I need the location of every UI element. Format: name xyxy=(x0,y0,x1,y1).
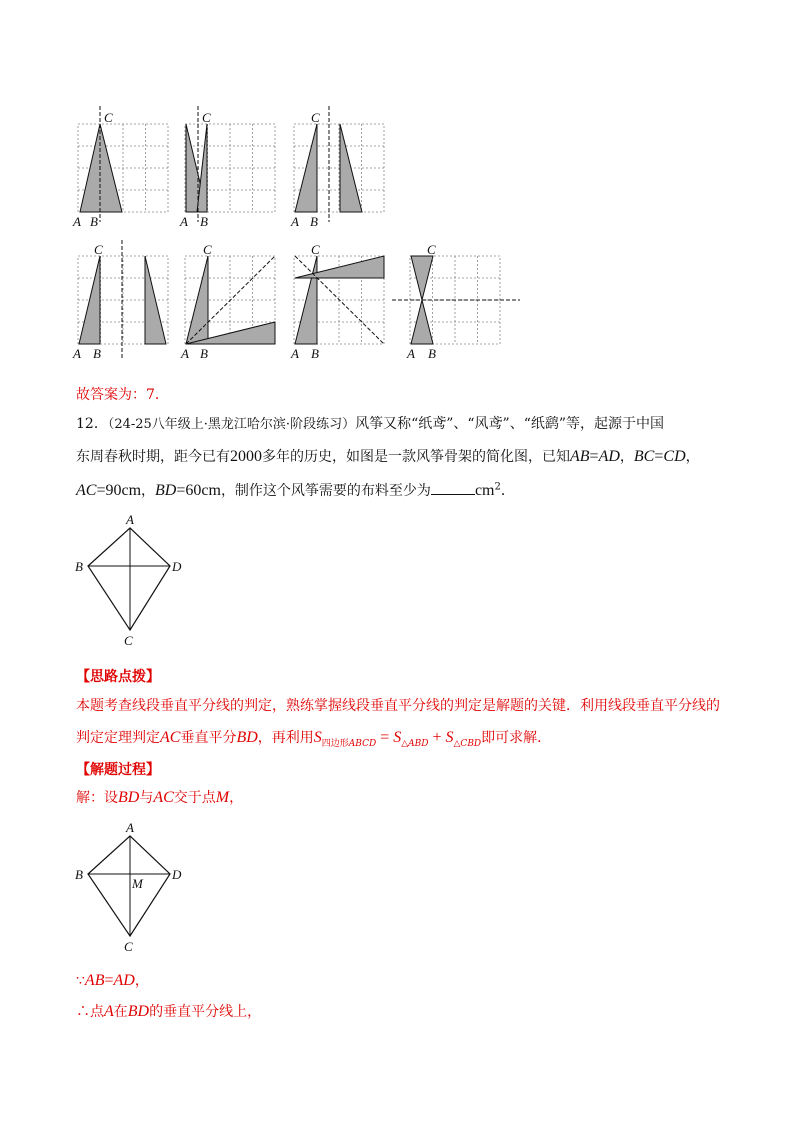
svg-text:B: B xyxy=(75,867,83,882)
svg-text:C: C xyxy=(311,242,320,257)
label-b: B xyxy=(90,214,98,229)
problem-line-1: 12．（24-25八年级上·黑龙江哈尔滨·阶段练习）风筝又称“纸鸢”、“风鸢”、“纸鹞”等，起源于中国 xyxy=(76,416,665,432)
svg-text:A: A xyxy=(291,214,299,229)
svg-text:C: C xyxy=(202,110,211,125)
grid-panel-2 xyxy=(179,106,275,229)
vertex-c: C xyxy=(124,633,133,648)
grid-panel-6 xyxy=(290,242,384,361)
svg-text:A: A xyxy=(291,346,299,361)
solution-step-2: ∴点A在BD的垂直平分线上， xyxy=(76,1003,262,1020)
svg-text:C: C xyxy=(94,242,103,257)
svg-text:D: D xyxy=(172,867,182,882)
svg-text:C: C xyxy=(124,939,133,954)
svg-text:B: B xyxy=(200,214,208,229)
svg-text:B: B xyxy=(311,346,319,361)
vertex-d: D xyxy=(172,559,182,574)
grid-figures xyxy=(0,0,800,380)
hint-heading: 【思路点拨】 xyxy=(76,669,160,685)
hint-line-1: 本题考查线段垂直平分线的判定，熟练掌握线段垂直平分线的判定是解题的关键．利用线段垂直平分线的 xyxy=(76,698,720,714)
problem-line-3: AC=90cm，BD=60cm，制作这个风筝需要的布料至少为 $cm^2$． xyxy=(76,481,515,499)
problem-line-2: 东周春秋时期，距今已有2000多年的历史，如图是一款风筝骨架的简化图，已知AB=AD，BC=CD， xyxy=(76,448,700,465)
svg-text:A: A xyxy=(73,346,81,361)
svg-text:B: B xyxy=(428,346,436,361)
grid-panel-1 xyxy=(72,106,168,229)
answer-blank xyxy=(431,482,475,495)
svg-text:A: A xyxy=(407,346,415,361)
svg-text:B: B xyxy=(200,346,208,361)
svg-text:B: B xyxy=(93,346,101,361)
solution-heading: 【解题过程】 xyxy=(76,762,160,778)
svg-text:C: C xyxy=(311,110,320,125)
grid-panel-3 xyxy=(290,106,384,229)
point-m: M xyxy=(132,876,143,891)
svg-text:B: B xyxy=(310,214,318,229)
vertex-b: B xyxy=(75,559,83,574)
label-a: A xyxy=(73,214,81,229)
kite-diagram-with-m xyxy=(60,812,200,962)
previous-answer: 故答案为：7． xyxy=(76,387,169,403)
svg-text:C: C xyxy=(203,242,212,257)
svg-text:A: A xyxy=(180,214,188,229)
solution-intro: 解：设BD与AC交于点M， xyxy=(76,789,244,806)
grid-panel-5 xyxy=(180,242,275,361)
svg-text:A: A xyxy=(126,820,134,835)
kite-diagram xyxy=(60,508,200,658)
solution-step-1: ∵AB=AD， xyxy=(76,972,149,989)
hint-line-2: 判定定理判定AC垂直平分BD，再利用$S_{四边形ABCD} = S_{\triangle ABD} + S_{\triangle CBD}$即可求解． xyxy=(76,729,552,749)
label-c: C xyxy=(104,110,113,125)
svg-text:C: C xyxy=(427,242,436,257)
svg-text:A: A xyxy=(181,346,189,361)
grid-panel-7 xyxy=(392,242,520,361)
grid-panel-4 xyxy=(72,240,168,361)
vertex-a: A xyxy=(126,512,134,527)
